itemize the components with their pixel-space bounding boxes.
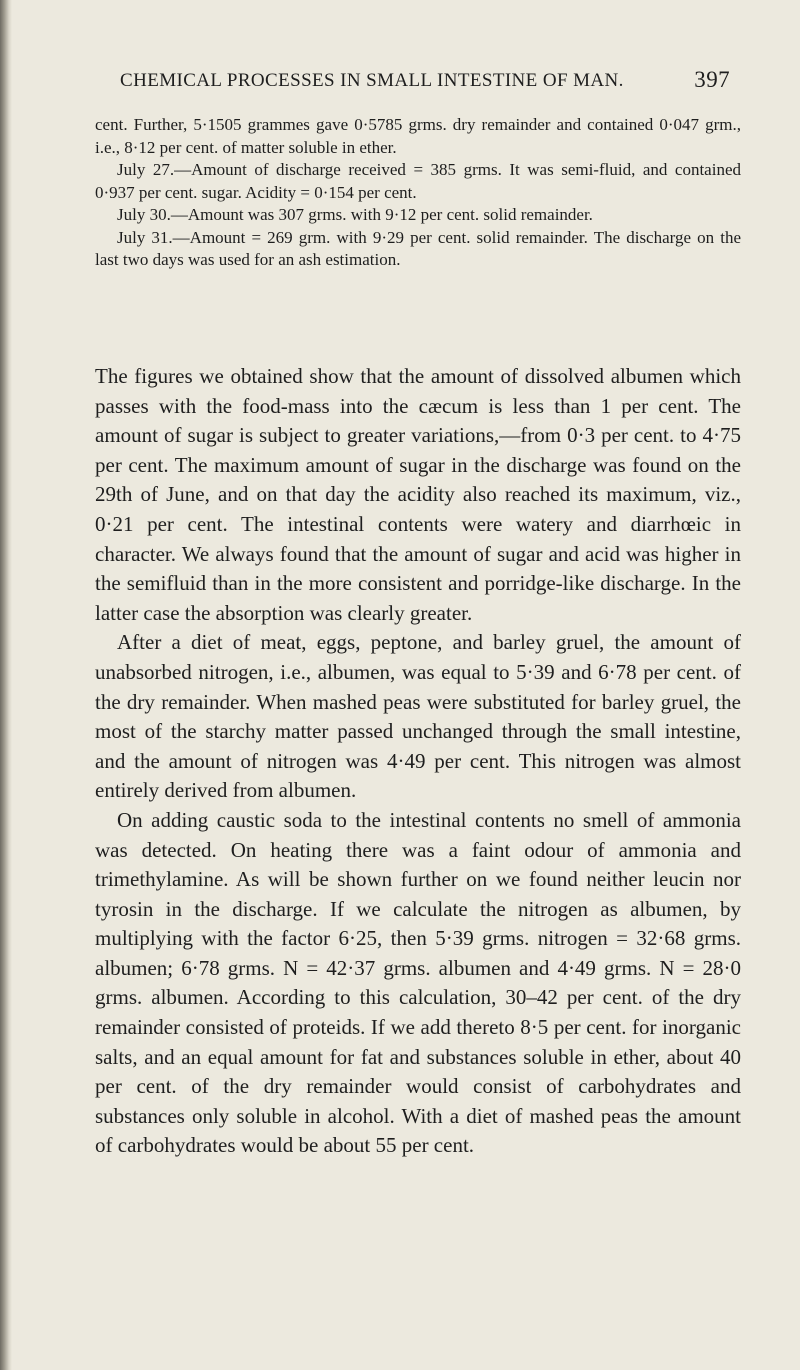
page-number: 397 (694, 67, 730, 92)
note-paragraph: July 31.—Amount = 269 grm. with 9·29 per cent. solid remainder. The discharge on the last two days was used for an ash estimation. (95, 227, 741, 269)
body-paragraph: The figures we obtained show that the amount of dissolved albumen which passes with the food-mass into the cæcum is less than 1 per cent. The amount of sugar is subject to greater variations,—from 0·3 per cent. to 4·75 per cent. The maximum amount of sugar in the discharge was found on the 29th of June, and on that day the acidity also reached its maximum, viz., 0·21 per cent. The intestinal contents were watery and diarrhœic in character. We always found that the amount of sugar and acid was higher in the semifluid than in the more consistent and porridge-like discharge. In the latter case the absorption was clearly greater. (95, 364, 741, 625)
note-paragraph: cent. Further, 5·1505 grammes gave 0·5785 grms. dry remainder and contained 0·047 grm., i.e., 8·12 per cent. of matter soluble in ether. (95, 115, 741, 157)
running-title: CHEMICAL PROCESSES IN SMALL INTESTINE OF MAN. (120, 70, 624, 91)
experiment-notes (95, 114, 741, 272)
note-paragraph: July 30.—Amount was 307 grms. with 9·12 per cent. solid remainder. (117, 205, 593, 224)
body-paragraph: After a diet of meat, eggs, peptone, and barley gruel, the amount of unabsorbed nitrogen, i.e., albumen, was equal to 5·39 and 6·78 per cent. of the dry remainder. When mashed peas were substituted for barley gruel, the most of the starchy matter passed unchanged through the small intestine, and the amount of nitrogen was 4·49 per cent. This nitrogen was almost entirely derived from albumen. (95, 630, 741, 803)
main-text (95, 362, 741, 1161)
body-paragraph: On adding caustic soda to the intestinal contents no smell of ammonia was detected. On heating there was a faint odour of ammonia and trimethylamine. As will be shown further on we found neither leucin nor tyrosin in the discharge. If we calculate the nitrogen as albumen, by multiplying with the factor 6·25, then 5·39 grms. nitrogen = 32·68 grms. albumen; 6·78 grms. N = 42·37 grms. albumen and 4·49 grms. N = 28·0 grms. albumen. According to this calculation, 30–42 per cent. of the dry remainder consisted of proteids. If we add thereto 8·5 per cent. for inorganic salts, and an equal amount for fat and substances soluble in ether, about 40 per cent. of the dry remainder would consist of carbohydrates and substances only soluble in alcohol. With a diet of mashed peas the amount of carbohydrates would be about 55 per cent. (95, 807, 741, 1158)
note-paragraph: July 27.—Amount of discharge received = 385 grms. It was semi-fluid, and contained 0·937 per cent. sugar. Acidity = 0·154 per cent. (95, 160, 741, 202)
